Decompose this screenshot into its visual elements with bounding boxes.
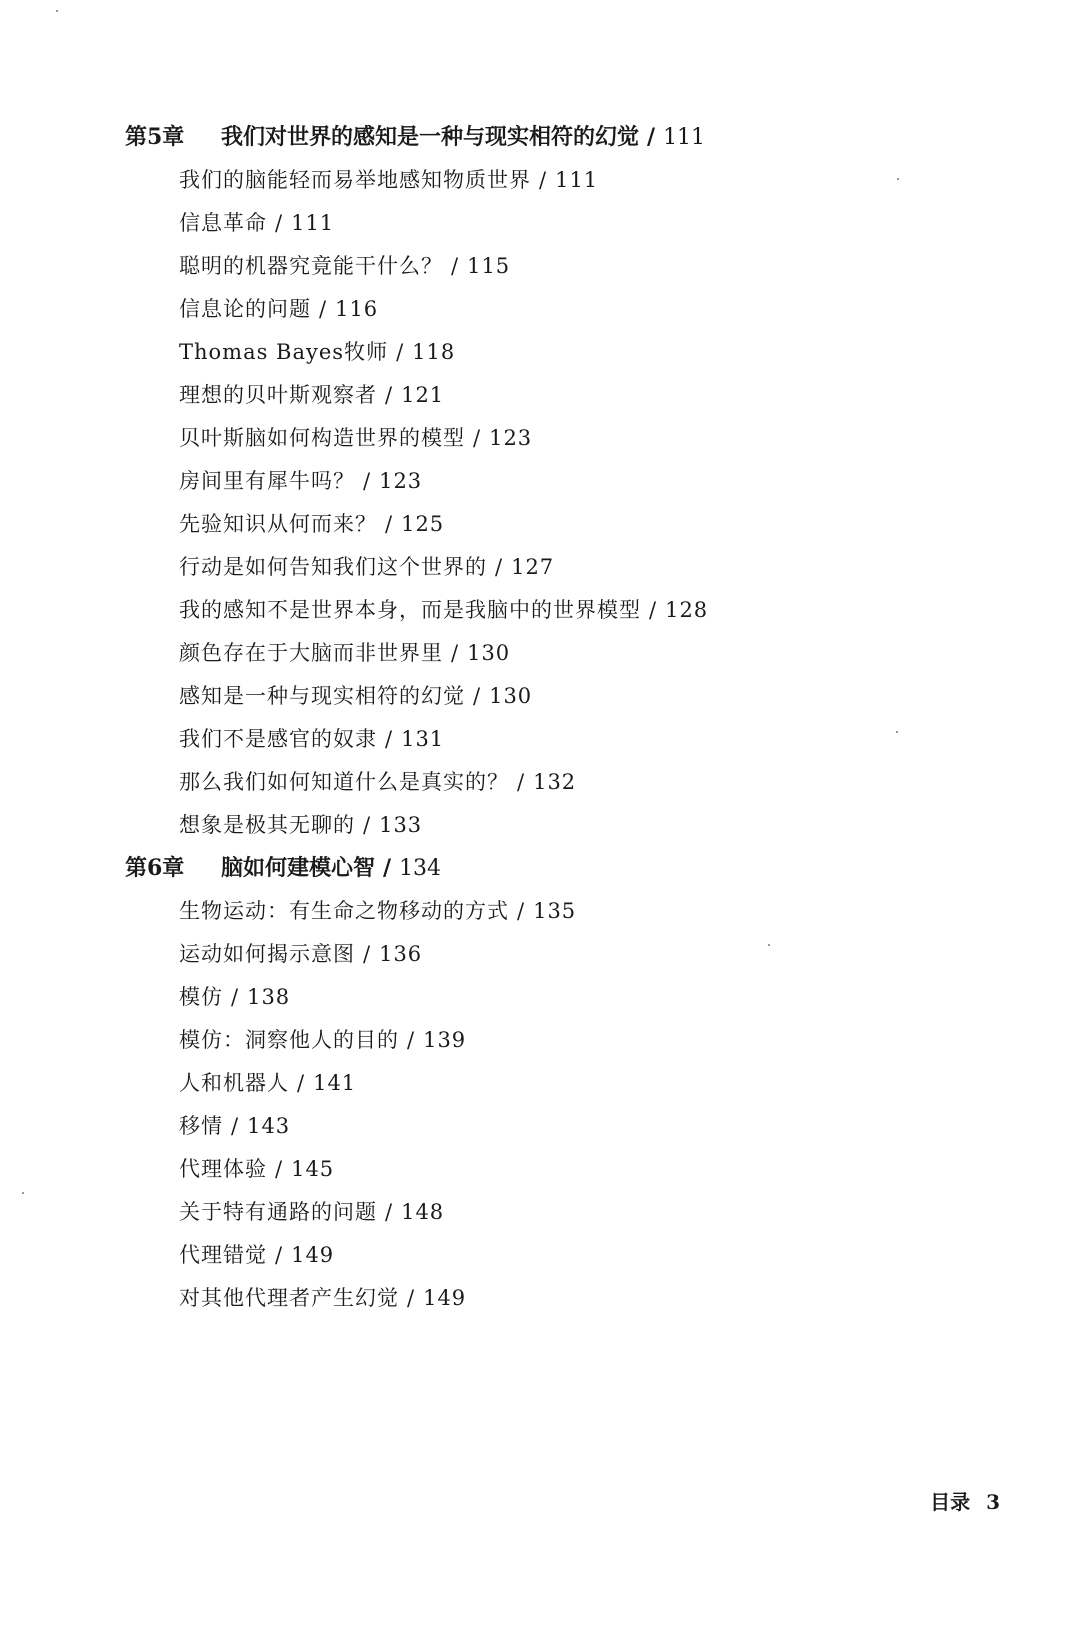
page-separator: / <box>297 1071 306 1095</box>
entry-page-number: 136 <box>379 942 423 966</box>
page-separator: / <box>231 1114 240 1138</box>
page-separator: / <box>385 727 394 751</box>
entry-page-number: 128 <box>665 598 709 622</box>
entry-title: 感知是一种与现实相符的幻觉 <box>179 684 465 708</box>
entry-title: 模仿 <box>179 985 223 1009</box>
chapter-number: 第5章 <box>125 124 185 150</box>
page-separator: / <box>385 383 394 407</box>
chapter-page-number: 134 <box>399 856 442 881</box>
page-separator: / <box>275 211 284 235</box>
entry-page-number: 111 <box>291 211 335 235</box>
page-number: 3 <box>986 1490 1000 1514</box>
toc-entry <box>125 718 1005 761</box>
toc-entry <box>125 675 1005 718</box>
page-separator: / <box>363 469 372 493</box>
page-separator: / <box>473 684 482 708</box>
entry-title: 想象是极其无聊的 <box>179 813 355 837</box>
toc-entry <box>125 331 1005 374</box>
entry-page-number: 131 <box>401 727 445 751</box>
entry-page-number: 148 <box>401 1200 445 1224</box>
entry-title: 我们不是感官的奴隶 <box>179 727 377 751</box>
page-separator: / <box>517 770 526 794</box>
page-separator: / <box>539 168 548 192</box>
entry-page-number: 139 <box>423 1028 467 1052</box>
page-separator: / <box>385 512 394 536</box>
entry-title: 模仿：洞察他人的目的 <box>179 1028 399 1052</box>
toc-entry <box>125 1191 1005 1234</box>
entry-page-number: 149 <box>423 1286 467 1310</box>
entry-page-number: 121 <box>401 383 445 407</box>
footer-label: 目录 <box>930 1490 971 1514</box>
entry-title: 对其他代理者产生幻觉 <box>179 1286 399 1310</box>
toc-entry <box>125 976 1005 1019</box>
page-separator: / <box>275 1243 284 1267</box>
toc-entry <box>125 1234 1005 1277</box>
entry-title: 我们的脑能轻而易举地感知物质世界 <box>179 168 531 192</box>
entry-page-number: 111 <box>555 168 599 192</box>
toc-entry <box>125 417 1005 460</box>
toc-entry <box>125 245 1005 288</box>
toc-entry <box>125 933 1005 976</box>
chapter-page-number: 111 <box>663 125 706 150</box>
entry-page-number: 115 <box>467 254 511 278</box>
page-separator: / <box>319 297 328 321</box>
page-separator: / <box>363 813 372 837</box>
entry-page-number: 135 <box>533 899 577 923</box>
page-separator: / <box>385 1200 394 1224</box>
toc-entry <box>125 804 1005 847</box>
entry-title: 人和机器人 <box>179 1071 289 1095</box>
entry-page-number: 123 <box>489 426 533 450</box>
entry-title: 信息革命 <box>179 211 267 235</box>
page-separator: / <box>495 555 504 579</box>
chapter-title: 我们对世界的感知是一种与现实相符的幻觉 <box>221 124 640 150</box>
page-separator: / <box>383 855 392 881</box>
page-separator: / <box>407 1028 416 1052</box>
entry-page-number: 141 <box>313 1071 357 1095</box>
entry-page-number: 130 <box>467 641 511 665</box>
entry-page-number: 143 <box>247 1114 291 1138</box>
toc-entry <box>125 1105 1005 1148</box>
page-separator: / <box>517 899 526 923</box>
scan-speck <box>56 10 58 12</box>
table-of-contents <box>125 116 1005 1320</box>
entry-title: 颜色存在于大脑而非世界里 <box>179 641 443 665</box>
entry-page-number: 145 <box>291 1157 335 1181</box>
entry-page-number: 133 <box>379 813 423 837</box>
toc-entry <box>125 589 1005 632</box>
entry-title: 聪明的机器究竟能干什么？ <box>179 254 443 278</box>
entry-page-number: 123 <box>379 469 423 493</box>
toc-entry <box>125 546 1005 589</box>
toc-entry <box>125 890 1005 933</box>
entry-page-number: 118 <box>412 340 456 364</box>
entry-title: 移情 <box>179 1114 223 1138</box>
toc-entry <box>125 460 1005 503</box>
entry-title: 先验知识从何而来？ <box>179 512 377 536</box>
entry-page-number: 132 <box>533 770 577 794</box>
chapter-heading <box>125 116 1005 159</box>
entry-title: 行动是如何告知我们这个世界的 <box>179 555 487 579</box>
entry-title: 那么我们如何知道什么是真实的？ <box>179 770 509 794</box>
page-separator: / <box>407 1286 416 1310</box>
scan-speck <box>897 178 899 180</box>
toc-entry <box>125 1019 1005 1062</box>
entry-title: Thomas Bayes牧师 <box>179 340 389 364</box>
page-separator: / <box>451 254 460 278</box>
toc-entry <box>125 503 1005 546</box>
scan-speck <box>768 944 770 946</box>
page-separator: / <box>473 426 482 450</box>
toc-entry <box>125 202 1005 245</box>
page-separator: / <box>231 985 240 1009</box>
entry-title: 代理体验 <box>179 1157 267 1181</box>
toc-entry <box>125 288 1005 331</box>
entry-title: 房间里有犀牛吗？ <box>179 469 355 493</box>
toc-entry <box>125 632 1005 675</box>
toc-entry <box>125 1148 1005 1191</box>
scan-speck <box>22 1192 24 1194</box>
page-separator: / <box>451 641 460 665</box>
entry-title: 贝叶斯脑如何构造世界的模型 <box>179 426 465 450</box>
entry-title: 我的感知不是世界本身，而是我脑中的世界模型 <box>179 598 641 622</box>
entry-page-number: 149 <box>291 1243 335 1267</box>
toc-entry <box>125 159 1005 202</box>
entry-page-number: 130 <box>489 684 533 708</box>
page-separator: / <box>396 340 405 364</box>
entry-title: 运动如何揭示意图 <box>179 942 355 966</box>
chapter-heading <box>125 847 1005 890</box>
toc-entry <box>125 374 1005 417</box>
toc-entry <box>125 1277 1005 1320</box>
entry-title: 代理错觉 <box>179 1243 267 1267</box>
entry-page-number: 125 <box>401 512 445 536</box>
page-separator: / <box>363 942 372 966</box>
page-separator: / <box>647 124 656 150</box>
entry-title: 关于特有通路的问题 <box>179 1200 377 1224</box>
entry-title: 生物运动：有生命之物移动的方式 <box>179 899 509 923</box>
page-separator: / <box>275 1157 284 1181</box>
toc-entry <box>125 761 1005 804</box>
toc-entry <box>125 1062 1005 1105</box>
chapter-title: 脑如何建模心智 <box>221 855 376 881</box>
entry-page-number: 127 <box>511 555 555 579</box>
page-separator: / <box>649 598 658 622</box>
entry-title: 信息论的问题 <box>179 297 311 321</box>
chapter-number: 第6章 <box>125 855 185 881</box>
entry-page-number: 138 <box>247 985 291 1009</box>
entry-title: 理想的贝叶斯观察者 <box>179 383 377 407</box>
page-footer <box>930 1486 1000 1515</box>
scan-speck <box>896 731 898 733</box>
entry-page-number: 116 <box>335 297 379 321</box>
